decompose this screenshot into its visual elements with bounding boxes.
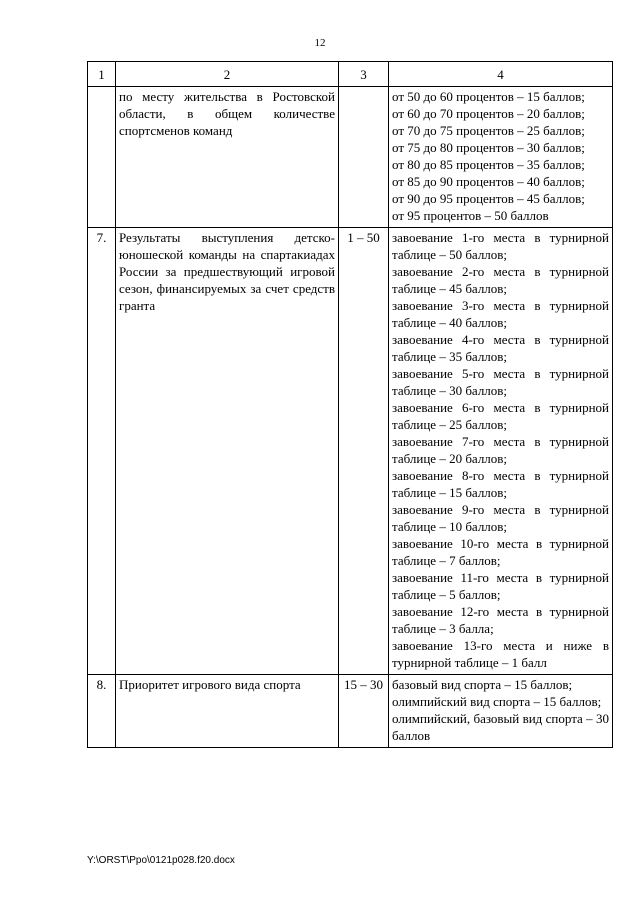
points-range: 15 – 30 [339,675,389,748]
file-path-footer: Y:\ORST\Ppo\0121p028.f20.docx [87,855,235,866]
table-row [88,87,613,228]
scoring-rules [389,228,613,675]
row-number: 7. [88,228,116,675]
rule-line: от 75 до 80 процентов – 30 баллов; [392,140,585,155]
criterion-text: по месту жительства в Ростовской области, в общем количестве спортсменов команд [116,87,339,228]
table-row [88,228,613,675]
rule-line: базовый вид спорта – 15 баллов; [392,677,573,692]
criterion-text: Результаты выступления детско-юношеской команды на спартакиадах России за предшествующий игровой сезон, финансируемых за счет средств гранта [116,228,339,675]
rule-line: от 60 до 70 процентов – 20 баллов; [392,106,585,121]
rule-line: завоевание 7-го места в турнирной таблице – 20 баллов; [392,434,609,466]
criterion-text: Приоритет игрового вида спорта [116,675,339,748]
row-number: 8. [88,675,116,748]
rule-line: завоевание 2-го места в турнирной таблице – 45 баллов; [392,264,609,296]
rule-line: завоевание 5-го места в турнирной таблице – 30 баллов; [392,366,609,398]
scoring-rules [389,675,613,748]
rule-line: олимпийский, базовый вид спорта – 30 баллов [392,711,609,743]
scoring-rules [389,87,613,228]
rule-line: завоевание 4-го места в турнирной таблице – 35 баллов; [392,332,609,364]
rule-line: завоевание 6-го места в турнирной таблице – 25 баллов; [392,400,609,432]
header-cell-4: 4 [389,62,613,87]
rule-line: от 90 до 95 процентов – 45 баллов; [392,191,585,206]
criteria-table [87,61,613,748]
rule-line: завоевание 11-го места в турнирной таблице – 5 баллов; [392,570,609,602]
rule-line: завоевание 1-го места в турнирной таблице – 50 баллов; [392,230,609,262]
rule-line: от 85 до 90 процентов – 40 баллов; [392,174,585,189]
rule-line: от 70 до 75 процентов – 25 баллов; [392,123,585,138]
rule-line: от 80 до 85 процентов – 35 баллов; [392,157,585,172]
rule-line: завоевание 13-го места и ниже в турнирной таблице – 1 балл [392,638,609,670]
page-number: 12 [314,37,326,49]
rule-line: завоевание 9-го места в турнирной таблице – 10 баллов; [392,502,609,534]
header-cell-2: 2 [116,62,339,87]
rule-line: от 50 до 60 процентов – 15 баллов; [392,89,585,104]
rule-line: завоевание 8-го места в турнирной таблице – 15 баллов; [392,468,609,500]
rule-line: олимпийский вид спорта – 15 баллов; [392,694,602,709]
points-range: 1 – 50 [339,228,389,675]
header-cell-3: 3 [339,62,389,87]
rule-line: завоевание 12-го места в турнирной таблице – 3 балла; [392,604,609,636]
table-row [88,675,613,748]
rule-line: завоевание 10-го места в турнирной таблице – 7 баллов; [392,536,609,568]
row-number [88,87,116,228]
header-cell-1: 1 [88,62,116,87]
rule-line: от 95 процентов – 50 баллов [392,208,549,223]
rule-line: завоевание 3-го места в турнирной таблице – 40 баллов; [392,298,609,330]
points-range [339,87,389,228]
table-header-row [88,62,613,87]
